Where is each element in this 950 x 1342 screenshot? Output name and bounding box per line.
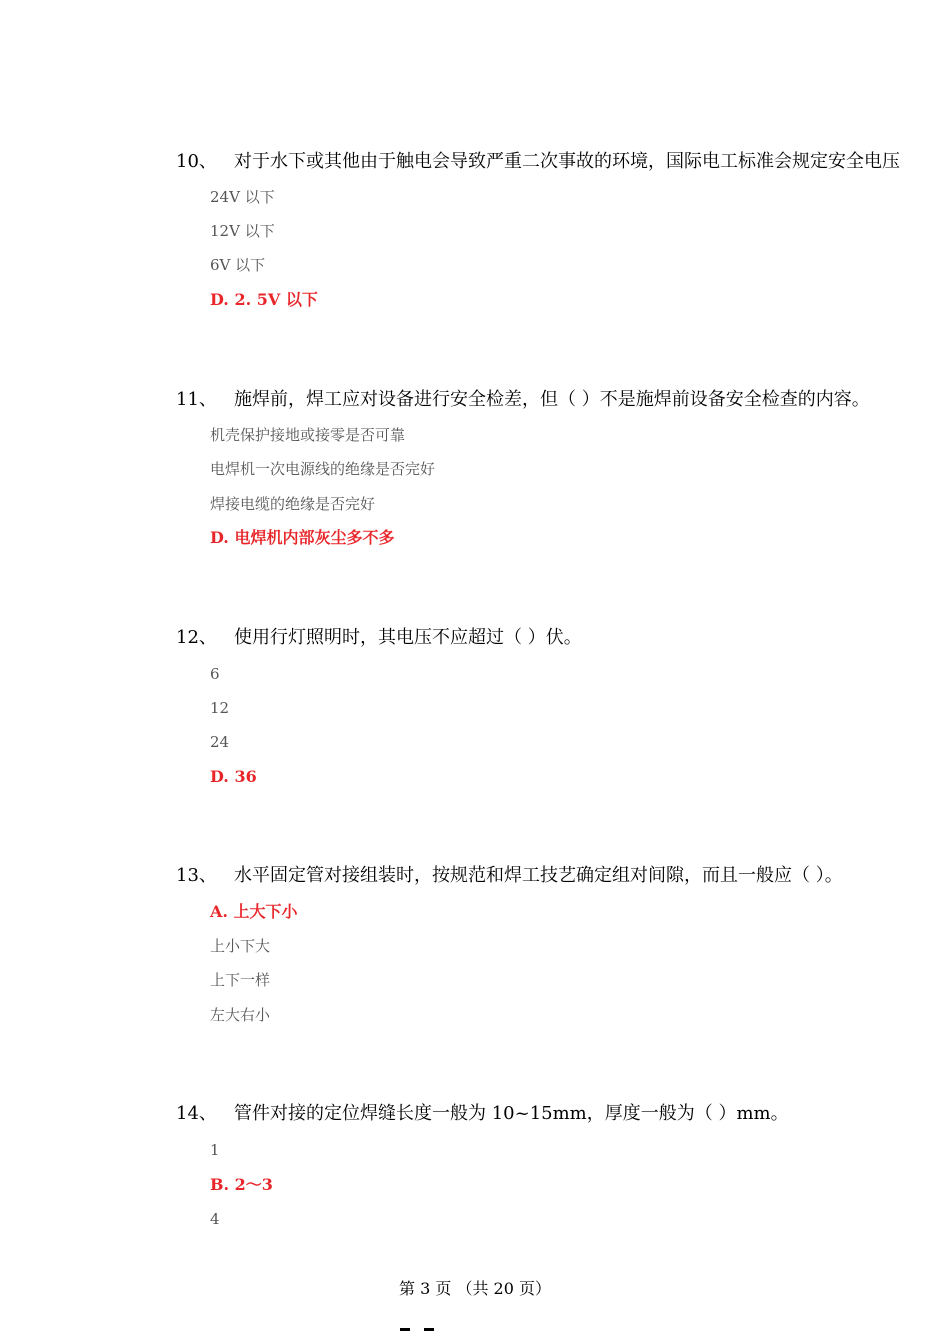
option-d-correct-answer: D. 2. 5V 以下 <box>210 290 318 309</box>
question-text: 对于水下或其他由于触电会导致严重二次事故的环境，国际电工标准会规定安全电压 <box>234 151 900 172</box>
question-number: 13、 <box>176 865 217 886</box>
option-c: 上下一样 <box>210 971 271 989</box>
question-number: 10、 <box>176 151 217 172</box>
option-a: 1 <box>210 1141 220 1159</box>
option-a: 24V 以下 <box>210 188 275 206</box>
option-c: 焊接电缆的绝缘是否完好 <box>210 495 376 513</box>
question-text: 使用行灯照明时，其电压不应超过（ ）伏。 <box>234 627 582 648</box>
option-b: 上小下大 <box>210 937 271 955</box>
option-b-correct-answer: B. 2～3 <box>210 1175 273 1194</box>
option-d-correct-answer: D. 电焊机内部灰尘多不多 <box>210 528 395 547</box>
option-b: 电焊机一次电源线的绝缘是否完好 <box>210 460 436 478</box>
option-a: 机壳保护接地或接零是否可靠 <box>210 426 406 444</box>
question-line <box>176 863 950 889</box>
question-line <box>176 387 950 413</box>
option-c: 6V 以下 <box>210 256 266 274</box>
option-c: 4 <box>210 1210 220 1228</box>
question-line <box>176 625 950 651</box>
option-a: 6 <box>210 665 220 683</box>
option-b: 12V 以下 <box>210 222 275 240</box>
question-text: 水平固定管对接组装时，按规范和焊工技艺确定组对间隙，而且一般应（ ）。 <box>234 865 843 886</box>
question-line <box>176 149 950 175</box>
option-a-correct-answer: A. 上大下小 <box>210 902 298 921</box>
question-line <box>176 1101 950 1127</box>
page-number-footer: 第 3 页 （共 20 页） <box>399 1279 551 1298</box>
option-d: 左大右小 <box>210 1006 271 1024</box>
question-number: 12、 <box>176 627 217 648</box>
question-text: 管件对接的定位焊缝长度一般为 10~15mm，厚度一般为（ ）mm。 <box>234 1103 789 1124</box>
question-number: 11、 <box>176 389 217 410</box>
option-c: 24 <box>210 733 230 751</box>
option-b: 12 <box>210 699 230 717</box>
question-text: 施焊前，焊工应对设备进行安全检差，但（ ）不是施焊前设备安全检查的内容。 <box>234 389 870 410</box>
option-d-correct-answer: D. 36 <box>210 767 257 786</box>
question-number: 14、 <box>176 1103 217 1124</box>
page-edge-mark <box>398 1328 438 1342</box>
